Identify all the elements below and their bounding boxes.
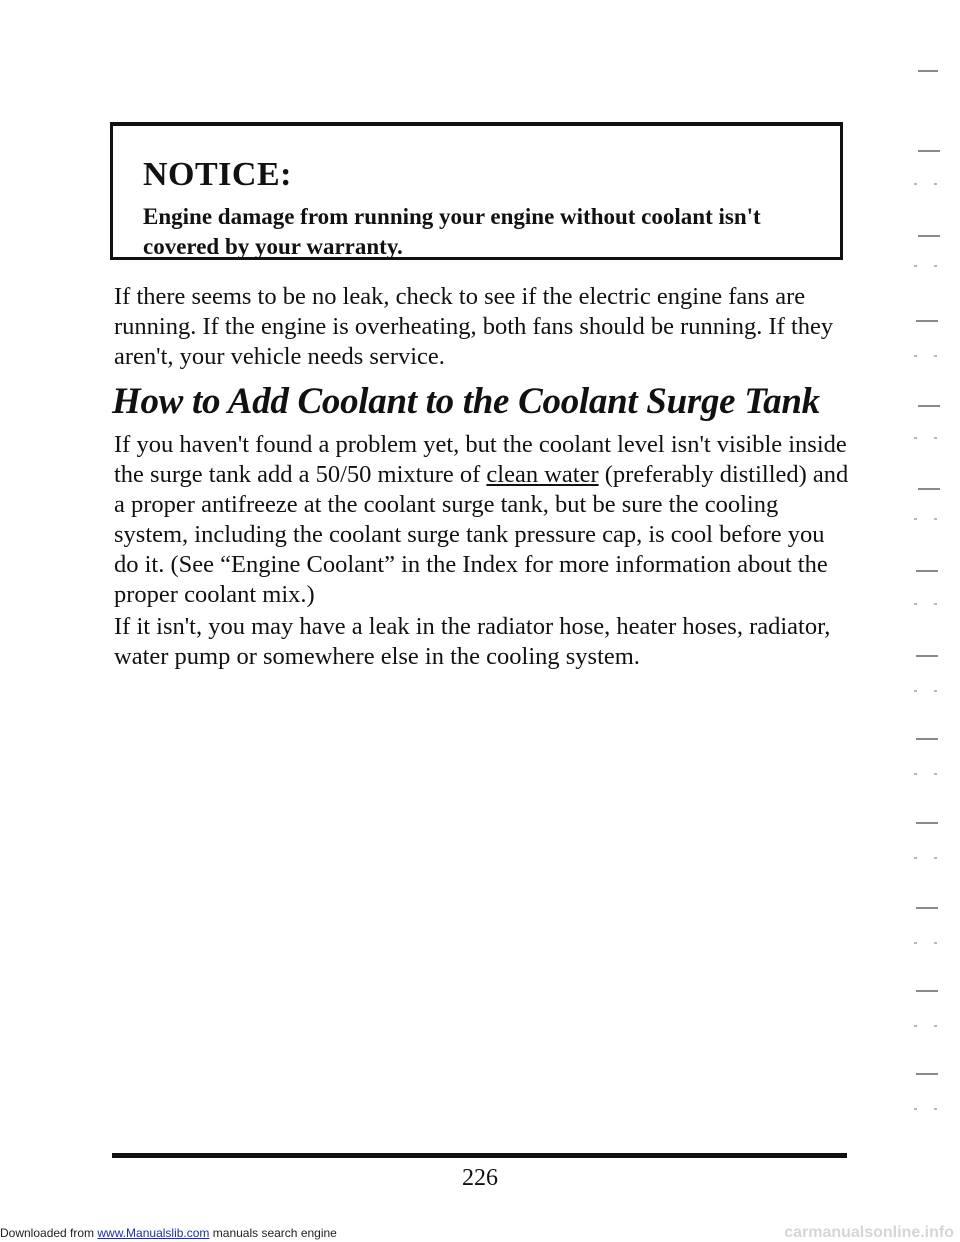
watermark-text: carmanualsonline.info bbox=[784, 1224, 954, 1241]
margin-tick bbox=[934, 603, 937, 605]
margin-tick bbox=[914, 355, 917, 357]
margin-tick bbox=[914, 942, 917, 944]
margin-mark bbox=[916, 570, 938, 572]
margin-tick bbox=[934, 1108, 937, 1110]
margin-mark bbox=[916, 990, 938, 992]
notice-title: NOTICE: bbox=[143, 156, 292, 193]
margin-tick bbox=[914, 265, 917, 267]
margin-tick bbox=[934, 355, 937, 357]
margin-mark bbox=[916, 1073, 938, 1075]
margin-tick bbox=[934, 1025, 937, 1027]
margin-mark bbox=[918, 70, 938, 72]
page-rule bbox=[112, 1153, 847, 1158]
margin-tick bbox=[934, 773, 937, 775]
margin-tick bbox=[914, 690, 917, 692]
margin-tick bbox=[914, 183, 917, 185]
footer-prefix: Downloaded from bbox=[0, 1226, 98, 1240]
download-footer bbox=[0, 1226, 337, 1240]
paragraph-add-coolant-end: (preferably distilled) and a proper antifreeze at the coolant surge tank, but be sure the cooling system, including the coolant surge tank pressure cap, is cool before you do it. (See “Engine Coolant” in the Index for more information about the proper coolant mix.) bbox=[114, 461, 849, 608]
clean-water-text: clean water bbox=[486, 461, 599, 488]
margin-tick bbox=[914, 773, 917, 775]
margin-mark bbox=[916, 655, 938, 657]
margin-mark bbox=[916, 320, 938, 322]
margin-tick bbox=[934, 183, 937, 185]
section-heading: How to Add Coolant to the Coolant Surge Tank bbox=[112, 381, 820, 422]
margin-tick bbox=[914, 1025, 917, 1027]
paragraph-leak: If it isn't, you may have a leak in the radiator hose, heater hoses, radiator, water pump or somewhere else in the cooling system. bbox=[114, 613, 831, 670]
margin-tick bbox=[934, 265, 937, 267]
margin-tick bbox=[934, 857, 937, 859]
notice-body: Engine damage from running your engine without coolant isn't covered by your warranty. bbox=[143, 204, 761, 259]
margin-tick bbox=[914, 603, 917, 605]
manualslib-link[interactable]: www.Manualslib.com bbox=[97, 1226, 210, 1240]
margin-tick bbox=[914, 437, 917, 439]
notice-box bbox=[110, 122, 843, 260]
margin-marks bbox=[878, 0, 938, 1242]
paragraph-add-coolant-start: If you haven't found a problem yet, but the coolant level isn't visible inside the surge tank add a 50/50 mixture of bbox=[114, 431, 847, 488]
margin-mark bbox=[918, 150, 940, 152]
margin-tick bbox=[914, 1108, 917, 1110]
margin-mark bbox=[918, 405, 940, 407]
margin-tick bbox=[934, 690, 937, 692]
page-number: 226 bbox=[462, 1165, 498, 1191]
footer-suffix: manuals search engine bbox=[209, 1226, 337, 1240]
margin-tick bbox=[914, 857, 917, 859]
margin-tick bbox=[934, 437, 937, 439]
paragraph-add-coolant bbox=[114, 430, 849, 610]
margin-tick bbox=[934, 942, 937, 944]
margin-tick bbox=[934, 518, 937, 520]
margin-mark bbox=[916, 738, 938, 740]
margin-mark bbox=[916, 822, 938, 824]
margin-mark bbox=[918, 488, 940, 490]
margin-mark bbox=[916, 907, 938, 909]
paragraph-fans: If there seems to be no leak, check to see if the electric engine fans are running. If the engine is overheating, both fans should be running. If they aren't, your vehicle needs service. bbox=[114, 283, 834, 370]
margin-mark bbox=[918, 235, 940, 237]
margin-tick bbox=[914, 518, 917, 520]
